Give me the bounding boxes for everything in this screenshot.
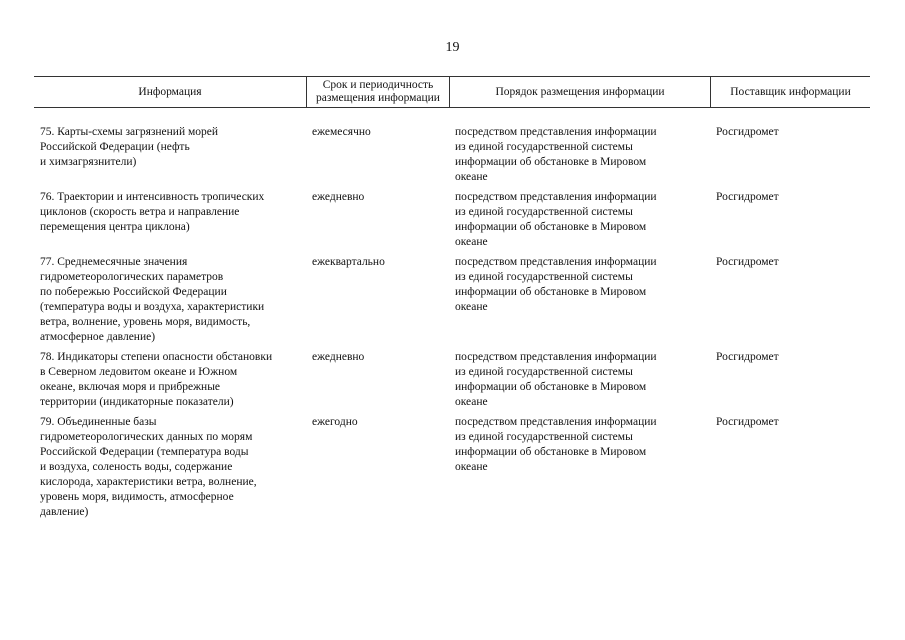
order-line: посредством представления информации <box>455 416 657 428</box>
info-line: уровень моря, видимость, атмосферное <box>40 491 234 503</box>
order-line: информации об обстановке в Мировом <box>455 446 647 458</box>
info-line: территории (индикаторные показатели) <box>40 396 234 408</box>
info-cell <box>40 125 310 170</box>
period-cell: ежемесячно <box>312 126 371 138</box>
info-line: 78. Индикаторы степени опасности обстановки <box>40 351 273 363</box>
info-line: 75. Карты-схемы загрязнений морей <box>40 126 219 138</box>
table-row <box>34 255 870 345</box>
info-line: по побережью Российской Федерации <box>40 286 227 298</box>
period-cell: ежегодно <box>312 416 358 428</box>
table-body <box>34 125 870 520</box>
order-line: посредством представления информации <box>455 351 657 363</box>
order-line: информации об обстановке в Мировом <box>455 221 647 233</box>
order-line: информации об обстановке в Мировом <box>455 286 647 298</box>
info-cell <box>40 190 310 235</box>
order-line: из единой государственной системы <box>455 206 633 218</box>
order-line: океане <box>455 171 488 183</box>
info-line: Российской Федерации (нефть <box>40 141 190 153</box>
info-line: атмосферное давление) <box>40 331 156 343</box>
table-row <box>34 125 870 185</box>
header-order: Порядок размещения информации <box>495 85 665 98</box>
header-period-line2: размещения информации <box>316 92 440 104</box>
provider-cell: Росгидромет <box>716 191 779 203</box>
info-line: и химзагрязнители) <box>40 156 137 168</box>
table-row <box>34 415 870 520</box>
order-cell <box>455 350 705 410</box>
order-line: океане <box>455 236 488 248</box>
header-period-line1: Срок и периодичность <box>322 79 434 91</box>
period-cell: ежедневно <box>312 191 365 203</box>
header-provider: Поставщик информации <box>730 85 851 98</box>
order-line: из единой государственной системы <box>455 271 633 283</box>
info-line: давление) <box>40 506 89 518</box>
info-line: Российской Федерации (температура воды <box>40 446 249 458</box>
info-line: (температура воды и воздуха, характеристики <box>40 301 265 313</box>
info-table <box>34 76 870 520</box>
table-row <box>34 190 870 250</box>
provider-cell: Росгидромет <box>716 256 779 268</box>
order-line: из единой государственной системы <box>455 366 633 378</box>
order-line: океане <box>455 396 488 408</box>
header-period <box>307 77 449 107</box>
order-cell <box>455 255 705 315</box>
info-line: гидрометеорологических параметров <box>40 271 224 283</box>
order-cell <box>455 415 705 475</box>
order-line: из единой государственной системы <box>455 431 633 443</box>
order-cell <box>455 125 705 185</box>
order-line: из единой государственной системы <box>455 141 633 153</box>
info-cell <box>40 415 310 520</box>
info-line: в Северном ледовитом океане и Южном <box>40 366 238 378</box>
info-line: 76. Траектории и интенсивность тропических <box>40 191 265 203</box>
info-line: океане, включая моря и прибрежные <box>40 381 221 393</box>
table-row <box>34 350 870 410</box>
order-line: информации об обстановке в Мировом <box>455 156 647 168</box>
order-line: посредством представления информации <box>455 126 657 138</box>
info-line: и воздуха, соленость воды, содержание <box>40 461 233 473</box>
info-line: перемещения центра циклона) <box>40 221 190 233</box>
order-line: океане <box>455 461 488 473</box>
order-line: океане <box>455 301 488 313</box>
info-line: ветра, волнение, уровень моря, видимость, <box>40 316 251 328</box>
provider-cell: Росгидромет <box>716 416 779 428</box>
info-line: кислорода, характеристики ветра, волнение, <box>40 476 257 488</box>
provider-cell: Росгидромет <box>716 351 779 363</box>
info-line: 79. Объединенные базы <box>40 416 157 428</box>
table-header <box>34 76 870 108</box>
order-line: посредством представления информации <box>455 256 657 268</box>
header-info: Информация <box>138 85 202 98</box>
info-line: 77. Среднемесячные значения <box>40 256 188 268</box>
order-cell <box>455 190 705 250</box>
info-cell <box>40 350 310 410</box>
period-cell: ежеквартально <box>312 256 385 268</box>
page-number: 19 <box>445 40 460 55</box>
info-line: циклонов (скорость ветра и направление <box>40 206 240 218</box>
info-line: гидрометеорологических данных по морям <box>40 431 253 443</box>
order-line: информации об обстановке в Мировом <box>455 381 647 393</box>
period-cell: ежедневно <box>312 351 365 363</box>
info-cell <box>40 255 310 345</box>
order-line: посредством представления информации <box>455 191 657 203</box>
provider-cell: Росгидромет <box>716 126 779 138</box>
